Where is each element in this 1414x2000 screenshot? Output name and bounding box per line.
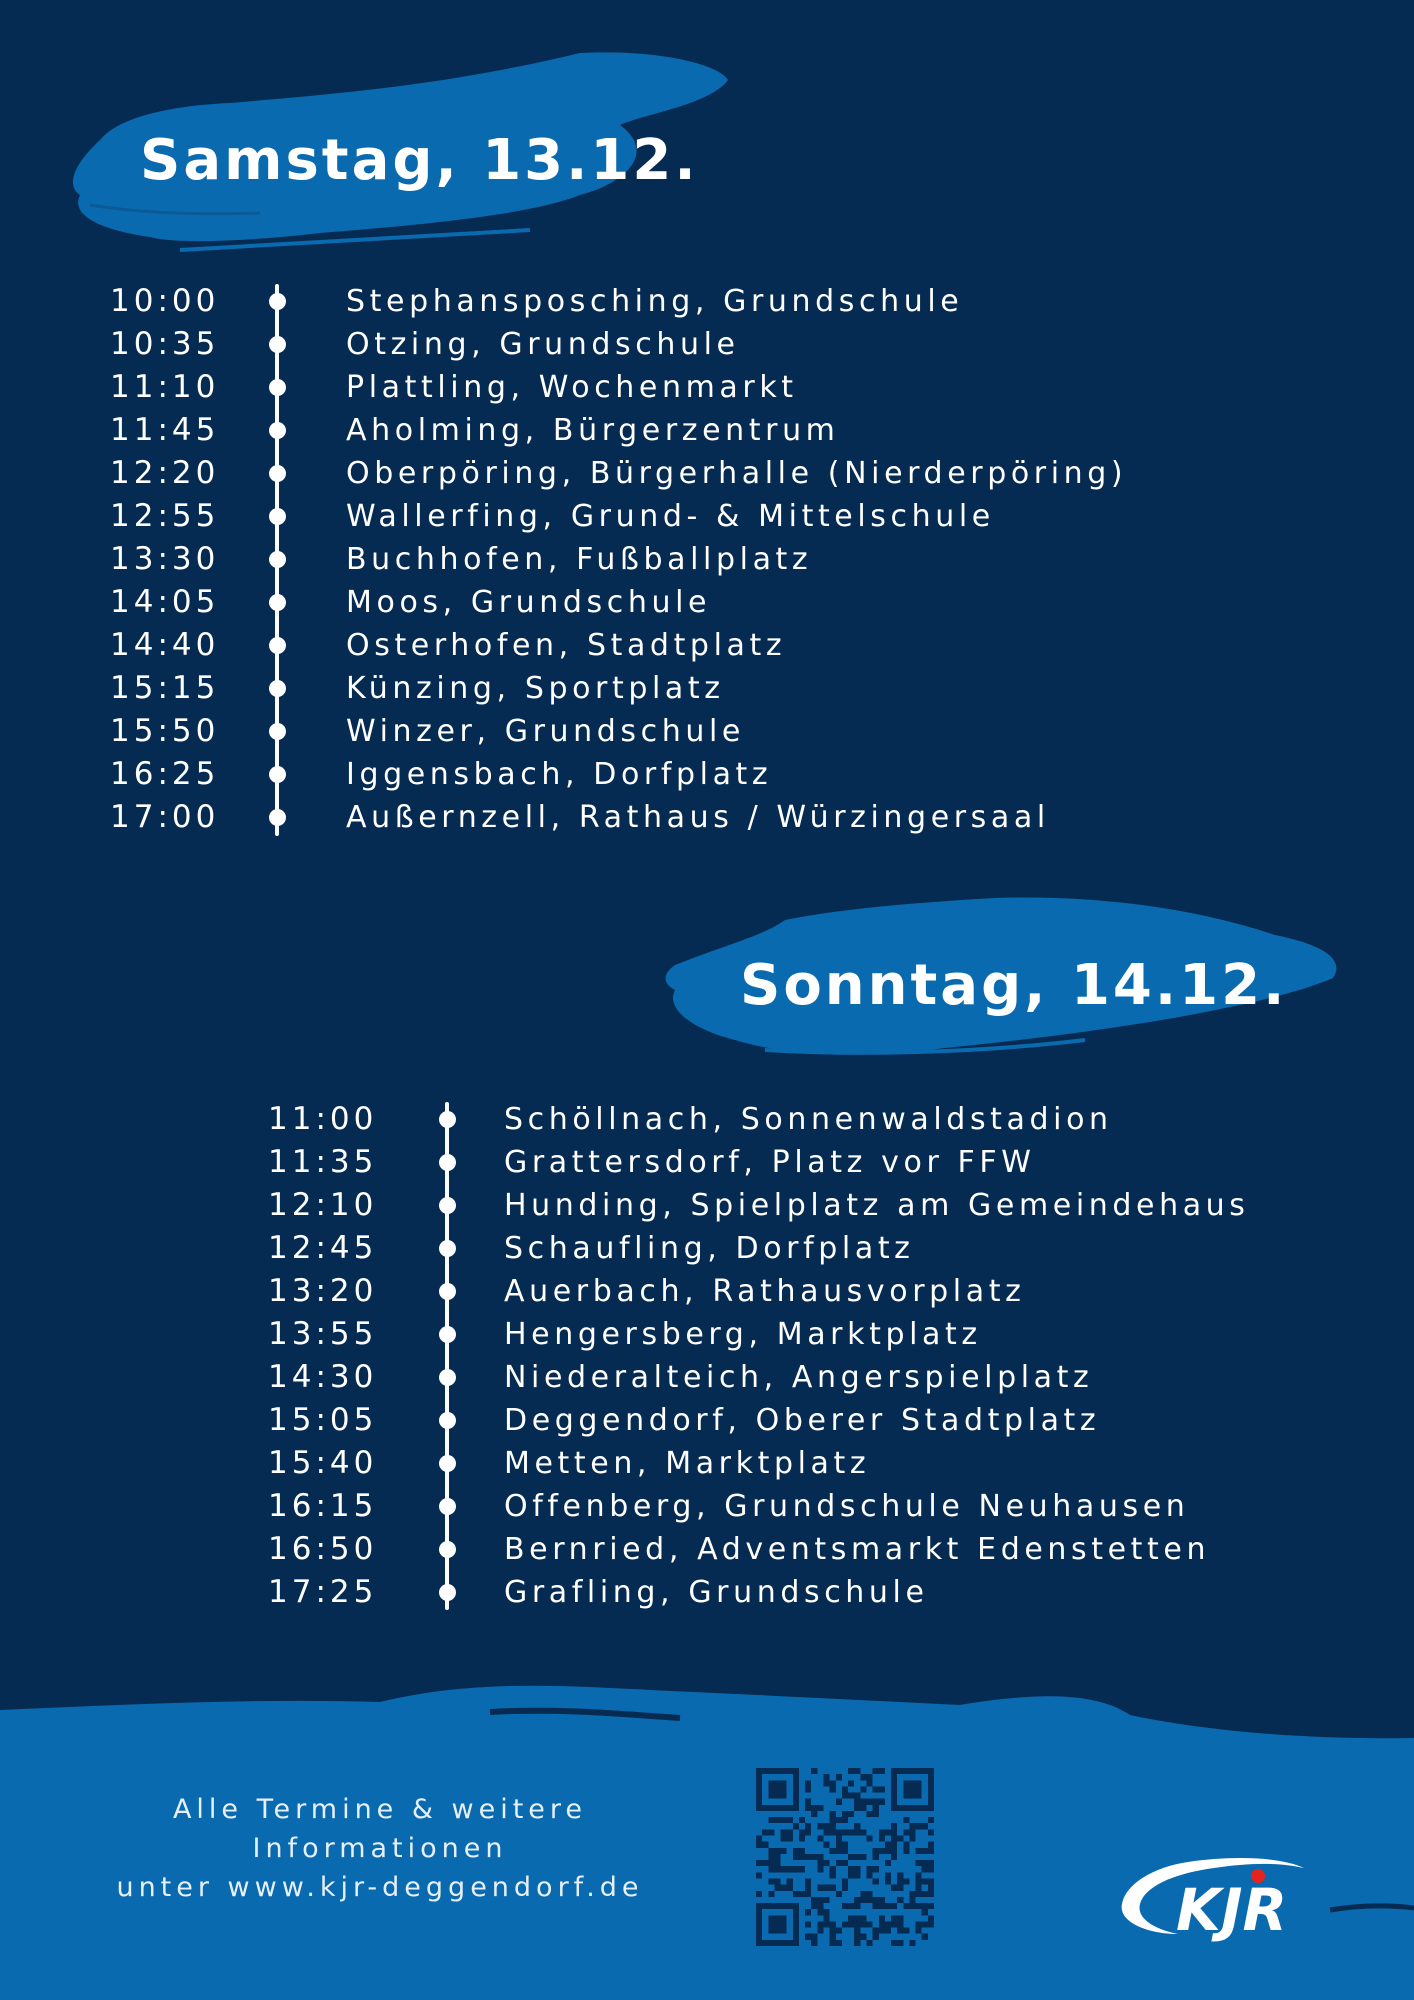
- timeline-dot: [439, 1369, 456, 1386]
- schedule-row: [110, 452, 1210, 495]
- timeline-dot: [269, 766, 286, 783]
- stop-time: 10:35: [110, 326, 220, 362]
- stop-time: 17:00: [110, 799, 220, 835]
- stop-time: 11:45: [110, 412, 220, 448]
- stop-location: Grattersdorf, Platz vor FFW: [504, 1145, 1036, 1180]
- stop-location: Aholming, Bürgerzentrum: [346, 413, 840, 448]
- schedule-row: [110, 323, 1210, 366]
- timeline-dot: [439, 1240, 456, 1257]
- qr-code-icon[interactable]: [756, 1768, 934, 1946]
- stop-location: Hengersberg, Marktplatz: [504, 1317, 982, 1352]
- footer-info-line-3[interactable]: unter www.kjr-deggendorf.de: [116, 1872, 644, 1903]
- timeline-dot: [439, 1111, 456, 1128]
- stop-time: 11:35: [268, 1144, 378, 1180]
- stop-time: 15:50: [110, 713, 220, 749]
- schedule-row: [110, 280, 1210, 323]
- schedule-row: [268, 1528, 1368, 1571]
- timeline-dot: [269, 465, 286, 482]
- stop-time: 15:15: [110, 670, 220, 706]
- stop-location: Stephansposching, Grundschule: [346, 284, 964, 319]
- stop-location: Künzing, Sportplatz: [346, 671, 725, 706]
- stop-time: 11:00: [268, 1101, 378, 1137]
- timeline-dot: [269, 422, 286, 439]
- stop-location: Moos, Grundschule: [346, 585, 712, 620]
- timeline-dot: [439, 1455, 456, 1472]
- timeline-dot: [269, 680, 286, 697]
- stop-time: 10:00: [110, 283, 220, 319]
- schedule-row: [268, 1098, 1368, 1141]
- timeline-dot: [269, 809, 286, 826]
- stop-time: 12:20: [110, 455, 220, 491]
- stop-location: Otzing, Grundschule: [346, 327, 740, 362]
- timeline-dot: [269, 293, 286, 310]
- sunday-schedule: [268, 1098, 1388, 1618]
- stop-location: Niederalteich, Angerspielplatz: [504, 1360, 1094, 1395]
- kjr-logo: [1118, 1848, 1318, 1948]
- stop-time: 16:15: [268, 1488, 378, 1524]
- footer-info-line-2: Informationen: [252, 1833, 508, 1864]
- stop-time: 16:50: [268, 1531, 378, 1567]
- stop-location: Hunding, Spielplatz am Gemeindehaus: [504, 1188, 1250, 1223]
- schedule-row: [268, 1399, 1368, 1442]
- stop-location: Metten, Marktplatz: [504, 1446, 871, 1481]
- stop-time: 12:55: [110, 498, 220, 534]
- schedule-row: [110, 495, 1210, 538]
- timeline-dot: [439, 1498, 456, 1515]
- stop-time: 16:25: [110, 756, 220, 792]
- schedule-row: [268, 1442, 1368, 1485]
- schedule-row: [268, 1356, 1368, 1399]
- stop-location: Winzer, Grundschule: [346, 714, 745, 749]
- schedule-row: [110, 581, 1210, 624]
- stop-location: Schöllnach, Sonnenwaldstadion: [504, 1102, 1113, 1137]
- stop-location: Deggendorf, Oberer Stadtplatz: [504, 1403, 1101, 1438]
- footer-info-text: [60, 1790, 700, 1907]
- sunday-title: Sonntag, 14.12.: [740, 953, 1288, 1018]
- schedule-row: [110, 710, 1210, 753]
- logo-text: KJR: [1176, 1876, 1288, 1944]
- stop-time: 13:55: [268, 1316, 378, 1352]
- timeline-dot: [439, 1541, 456, 1558]
- stop-location: Offenberg, Grundschule Neuhausen: [504, 1489, 1190, 1524]
- timeline-dot: [269, 551, 286, 568]
- stop-time: 13:30: [110, 541, 220, 577]
- timeline-dot: [439, 1154, 456, 1171]
- schedule-row: [110, 538, 1210, 581]
- schedule-row: [268, 1184, 1368, 1227]
- schedule-row: [110, 624, 1210, 667]
- stop-location: Grafling, Grundschule: [504, 1575, 929, 1610]
- stop-time: 12:10: [268, 1187, 378, 1223]
- stop-location: Plattling, Wochenmarkt: [346, 370, 798, 405]
- stop-location: Außernzell, Rathaus / Würzingersaal: [346, 800, 1050, 835]
- stop-time: 11:10: [110, 369, 220, 405]
- saturday-title: Samstag, 13.12.: [140, 128, 699, 193]
- stop-location: Buchhofen, Fußballplatz: [346, 542, 813, 577]
- schedule-row: [268, 1485, 1368, 1528]
- schedule-row: [110, 753, 1210, 796]
- timeline-dot: [439, 1326, 456, 1343]
- stop-location: Oberpöring, Bürgerhalle (Nierderpöring): [346, 456, 1128, 491]
- schedule-row: [268, 1227, 1368, 1270]
- timeline-dot: [269, 637, 286, 654]
- stop-location: Wallerfing, Grund- & Mittelschule: [346, 499, 995, 534]
- timeline-dot: [439, 1584, 456, 1601]
- stop-location: Bernried, Adventsmarkt Edenstetten: [504, 1532, 1211, 1567]
- stop-time: 13:20: [268, 1273, 378, 1309]
- schedule-row: [268, 1313, 1368, 1356]
- stop-time: 12:45: [268, 1230, 378, 1266]
- schedule-row: [110, 366, 1210, 409]
- schedule-row: [268, 1270, 1368, 1313]
- stop-time: 14:30: [268, 1359, 378, 1395]
- stop-time: 14:40: [110, 627, 220, 663]
- timeline-dot: [269, 594, 286, 611]
- timeline-dot: [439, 1197, 456, 1214]
- timeline-dot: [269, 379, 286, 396]
- schedule-row: [268, 1571, 1368, 1614]
- schedule-row: [110, 667, 1210, 710]
- stop-time: 15:05: [268, 1402, 378, 1438]
- schedule-row: [268, 1141, 1368, 1184]
- saturday-schedule: [110, 280, 1260, 840]
- timeline-dot: [439, 1412, 456, 1429]
- timeline-dot: [269, 508, 286, 525]
- timeline-dot: [269, 723, 286, 740]
- timeline-dot: [439, 1283, 456, 1300]
- stop-location: Osterhofen, Stadtplatz: [346, 628, 787, 663]
- stop-location: Schaufling, Dorfplatz: [504, 1231, 915, 1266]
- stop-time: 15:40: [268, 1445, 378, 1481]
- stop-time: 14:05: [110, 584, 220, 620]
- stop-location: Iggensbach, Dorfplatz: [346, 757, 773, 792]
- timeline-dot: [269, 336, 286, 353]
- stop-location: Auerbach, Rathausvorplatz: [504, 1274, 1026, 1309]
- schedule-row: [110, 796, 1210, 839]
- footer-info-line-1: Alle Termine & weitere: [172, 1794, 588, 1825]
- schedule-row: [110, 409, 1210, 452]
- stop-time: 17:25: [268, 1574, 378, 1610]
